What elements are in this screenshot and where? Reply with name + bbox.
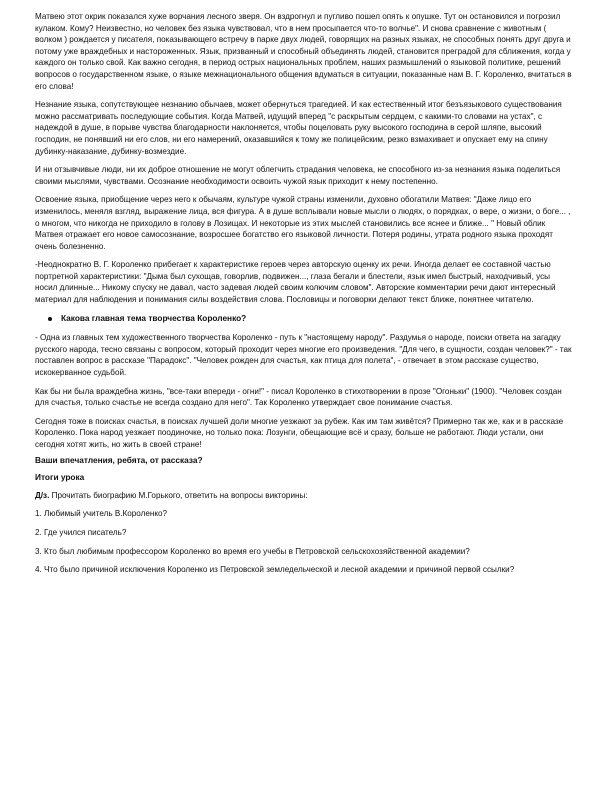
bullet-text: Какова главная тема творчества Короленко? [61,312,247,323]
paragraph-1: Матвею этот окрик показался хуже ворчания лесного зверя. Он вздрогнул и пугливо пошел опять к опушке. Тут он остановился и погрозил кулаком. Кому? Неизвестно, но человек без языка чувствовал, что в нем просыпается что-то волчье". И снова сравнение с животным ( волком ) рождается у писателя, показывающего встречу в парке двух людей, говорящих на разных языках, не способных понять друг друга и потому уже враждебных и настороженных. Язык, призванный и способный объединять людей, становится преградой для сближения, когда у каждого он только свой. Как важно сегодня, в период острых национальных проблем, наших размышлений о языковой политике, решений вопросов о государственном языке, о языке межнационального общения вдуматься в ситуации, показанные нам В. Г. Короленко, вчитаться в его слова! [35,12,572,91]
bullet-question [35,313,572,325]
homework-label: Д/з. [35,490,50,500]
homework-text: Прочитать биографию М.Горького, ответить на вопросы викторины: [49,490,308,500]
paragraph-8: Сегодня тоже в поисках счастья, в поисках лучшей доли многие уезжают за рубеж. Как им там живётся? Примерно так же, как и в рассказе Короленко. Пока народ уезжает поодиночке, но только пока: Лозунги, обещающие всё и сразу, больше не работают. Люди устали, они сегодня хотят жить, но жить в своей стране! [35,416,564,449]
quiz-item-4: 4. Что было причиной исключения Короленко из Петровской земледельческой и лесной академии и причиной первой ссылки? [35,565,515,575]
summary-heading: Итоги урока [35,472,85,483]
homework-line [35,490,572,502]
paragraph-5: -Неоднократно В. Г. Короленко прибегает к характеристике героев через авторскую оценку их речи. Иногда делает ее составной частью портретной характеристики: "Дыма был сухощав, говорлив, подвижен..., глаза бегали и блестели, язык имел быстрый, находчивый, усы носил длинные... Никому спуску не давал, часто задевая людей своим колючим словом". Авторские комментарии речи дают интересный материал для наблюдения и понимания силы воздействия слова. Пословицы и поговорки делают текст ближе, понятнее читателю. [35,260,556,305]
quiz-item-2: 2. Где учился писатель? [35,527,127,537]
paragraph-6: - Одна из главных тем художественного творчества Короленко - путь к "настоящему народу". Раздумья о народе, поиски ответа на загадку русского народа, тесно связаны с вопросом, который проходит через многие его произведения. "Для чего, в сущности, создан человек?" - так поставлен вопрос в рассказе "Парадокс". "Человек рожден для счастья, как птица для полета", - отвечает в этом рассказе существо, искокерванное судьбой. [35,333,572,378]
question-heading: Ваши впечатления, ребята, от рассказа? [35,454,203,465]
paragraph-2: Незнание языка, сопутствующее незнанию обычаев, может обернуться трагедией. И как естественный итог безъязыкового существования можно рассматривать последующие события. Когда Матвей, идущий вперед "с раскрытым сердцем, с какими-то словами на устах", с надеждой в душе, в порыве чувства благодарности наклоняется, чтобы поцеловать руку высокого господина в серой шляпе, высокий господин, не понявший ни его слов, ни его намерений, оказавшийся к тому же полицейским, резко взмахивает и опускает ему на спину дубинку-наказание, дубинку-возмездие. [35,100,562,156]
quiz-item-1: 1. Любимый учитель В.Короленко? [35,509,168,519]
paragraph-7: Как бы ни была враждебна жизнь, "все-таки впереди - огни!" - писал Короленко в стихотворении в прозе "Огоньки" (1900). "Человек создан для счастья, только счастье не всегда создано для него". Так Короленко утверждает свое понимание счастья. [35,386,562,408]
bullet-dot-icon [48,317,52,321]
paragraph-3: И ни отзывчивые люди, ни их доброе отношение не могут облегчить страдания человека, не способного из-за незнания языка поделиться своими мыслями, чувствами. Осознание необходимости освоить чужой язык приходит к нему постепенно. [35,165,561,186]
quiz-item-3: 3. Кто был любимым профессором Короленко во время его учебы в Петровской сельскохозяйственной академии? [35,546,470,556]
paragraph-4: Освоение языка, приобщение через него к обычаям, культуре чужой страны изменили, духовно обогатили Матвея: "Даже лицо его изменилось, меняля взгляд, выражение лица, вся фигура. А в душе всплывали новые мысли о людях, о порядках, о вере, о жизни, о боге... , о многом, что никогда не приходило в голову в Лозищах. И некоторые из этих мыслей становились все яснее и ближе... " Новый облик Матвея отражает его новое самосознание, возросшее богатство его языковой личности. Потеря родины, утрата родного языка проходят очень болезненно. [35,195,571,251]
